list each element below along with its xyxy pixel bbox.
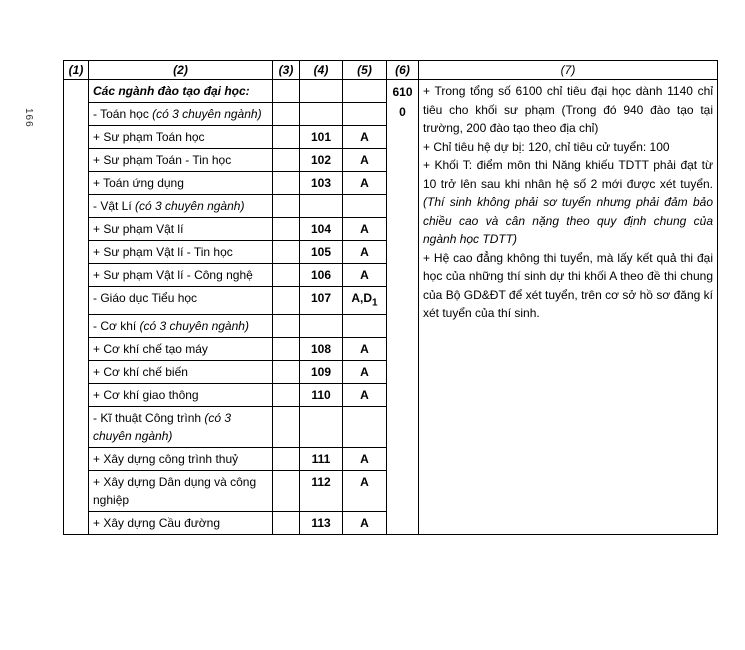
program-note: (có 3 chuyên ngành) — [93, 411, 232, 444]
program-note: (có 3 chuyên ngành) — [139, 319, 249, 334]
program-name-cell — [89, 315, 273, 338]
header-col-3: (3) — [273, 61, 300, 80]
program-name-cell — [89, 287, 273, 315]
program-name: - Toán học — [93, 107, 153, 121]
note-text: + Trong tổng số 6100 chỉ tiêu đại học dành 1140 chỉ tiêu cho khối sư phạm (Trong đó 940 đào tạo tại trường, 200 đào tạo theo địa chỉ) — [423, 84, 713, 135]
program-name: + Xây dựng Cầu đường — [93, 516, 221, 531]
header-col-1: (1) — [64, 61, 89, 80]
header-col-2: (2) — [89, 61, 273, 80]
header-row — [64, 61, 718, 80]
program-name: + Sư phạm Vật lí - Công nghệ — [93, 268, 253, 282]
program-name: + Sư phạm Vật lí - Tin học — [93, 245, 233, 259]
program-code: 109 — [300, 361, 343, 384]
header-col-7: (7) — [419, 61, 718, 80]
col3-cell — [273, 172, 300, 195]
note-italic: (Thí sinh không phải sơ tuyển nhưng phải đảm bảo chiều cao và cân nặng theo quy định chung của ngành học TDTT) — [423, 195, 713, 246]
program-name-cell — [89, 149, 273, 172]
program-name: - Cơ khí — [93, 319, 140, 334]
exam-block: A — [343, 471, 387, 512]
program-name-cell — [89, 384, 273, 407]
admissions-table — [63, 60, 718, 535]
exam-block: A — [343, 448, 387, 471]
program-name-cell — [89, 264, 273, 287]
col3-cell — [273, 338, 300, 361]
header-col-6: (6) — [387, 61, 419, 80]
program-name: + Cơ khí giao thông — [93, 388, 199, 403]
program-note: (có 3 chuyên ngành) — [152, 107, 262, 121]
program-name-cell — [89, 126, 273, 149]
col3-cell — [273, 80, 300, 103]
program-name: + Cơ khí chế biến — [93, 365, 188, 380]
program-name: + Xây dựng công trình thuỷ — [93, 452, 239, 467]
header-col-5: (5) — [343, 61, 387, 80]
program-code: 110 — [300, 384, 343, 407]
exam-block — [343, 407, 387, 448]
note-paragraph — [423, 249, 713, 323]
col3-cell — [273, 287, 300, 315]
block-cell — [343, 80, 387, 103]
col3-cell — [273, 149, 300, 172]
program-name-cell — [89, 338, 273, 361]
note-text: + Hệ cao đẳng không thi tuyển, mà lấy kết quả thi đại học của những thí sinh dự thi khối A theo đề thi chung của Bộ GD&ĐT để xét tuyển, trên cơ sở hồ sơ đăng kí xét tuyển của thí sinh. — [423, 250, 713, 320]
program-name: - Vật Lí — [93, 199, 136, 213]
program-name-cell — [89, 471, 273, 512]
program-name-cell — [89, 195, 273, 218]
page-number: 166 — [23, 108, 34, 128]
table-body — [64, 61, 718, 535]
exam-block: A — [343, 218, 387, 241]
program-code: 104 — [300, 218, 343, 241]
exam-block: A — [343, 126, 387, 149]
title-row — [64, 80, 718, 103]
program-name-cell — [89, 218, 273, 241]
block-subscript: 1 — [372, 297, 378, 309]
col3-cell — [273, 512, 300, 535]
total-quota: 6100 — [387, 80, 419, 535]
program-name-cell — [89, 361, 273, 384]
note-text: + Khối T: điểm môn thi Năng khiếu TDTT phải đạt từ 10 trở lên sau khi nhân hệ số 2 mới được xét tuyển. — [423, 158, 713, 191]
col3-cell — [273, 407, 300, 448]
program-code: 106 — [300, 264, 343, 287]
exam-block: $A,D_1$ — [343, 287, 387, 315]
program-name-cell — [89, 241, 273, 264]
col3-cell — [273, 471, 300, 512]
col3-cell — [273, 218, 300, 241]
program-name: + Cơ khí chế tạo máy — [93, 342, 208, 357]
exam-block: A — [343, 241, 387, 264]
program-name: + Sư phạm Vật lí — [93, 222, 184, 236]
note-paragraph — [423, 138, 713, 157]
exam-block: A — [343, 512, 387, 535]
program-name: - Kĩ thuật Công trình — [93, 411, 205, 426]
exam-block — [343, 103, 387, 126]
program-code — [300, 315, 343, 338]
code-cell — [300, 80, 343, 103]
program-code: 101 — [300, 126, 343, 149]
note-paragraph — [423, 82, 713, 138]
exam-block: A — [343, 264, 387, 287]
program-code: 111 — [300, 448, 343, 471]
program-note: (có 3 chuyên ngành) — [135, 199, 245, 213]
program-name-cell — [89, 407, 273, 448]
note-paragraph — [423, 156, 713, 249]
col3-cell — [273, 195, 300, 218]
header-col-4: (4) — [300, 61, 343, 80]
exam-block: A — [343, 149, 387, 172]
program-name-cell — [89, 448, 273, 471]
program-code: 108 — [300, 338, 343, 361]
exam-block: A — [343, 338, 387, 361]
program-name-cell — [89, 103, 273, 126]
program-code: 113 — [300, 512, 343, 535]
col3-cell — [273, 103, 300, 126]
program-code: 103 — [300, 172, 343, 195]
program-code: 105 — [300, 241, 343, 264]
program-code — [300, 103, 343, 126]
program-code — [300, 195, 343, 218]
col3-cell — [273, 126, 300, 149]
program-name: - Giáo dục Tiểu học — [93, 291, 198, 305]
program-code — [300, 407, 343, 448]
exam-block — [343, 315, 387, 338]
program-code: 102 — [300, 149, 343, 172]
col3-cell — [273, 384, 300, 407]
program-name: + Xây dựng Dân dụng và công nghiệp — [93, 475, 257, 508]
section-title: Các ngành đào tạo đại học: — [89, 80, 273, 103]
exam-block: A — [343, 172, 387, 195]
program-name-cell — [89, 512, 273, 535]
col3-cell — [273, 264, 300, 287]
col3-cell — [273, 448, 300, 471]
exam-block: A — [343, 384, 387, 407]
exam-block — [343, 195, 387, 218]
program-code: 107 — [300, 287, 343, 315]
program-name-cell — [89, 172, 273, 195]
program-name: + Sư phạm Toán - Tin học — [93, 153, 232, 167]
col3-cell — [273, 241, 300, 264]
exam-block: A — [343, 361, 387, 384]
col3-cell — [273, 361, 300, 384]
note-text: + Chỉ tiêu hệ dự bị: 120, chỉ tiêu cử tuyển: 100 — [423, 139, 670, 154]
notes-cell — [419, 80, 718, 535]
program-name: + Sư phạm Toán học — [93, 130, 205, 144]
col1-cell — [64, 80, 89, 535]
program-code: 112 — [300, 471, 343, 512]
program-name: + Toán ứng dụng — [93, 176, 184, 190]
col3-cell — [273, 315, 300, 338]
